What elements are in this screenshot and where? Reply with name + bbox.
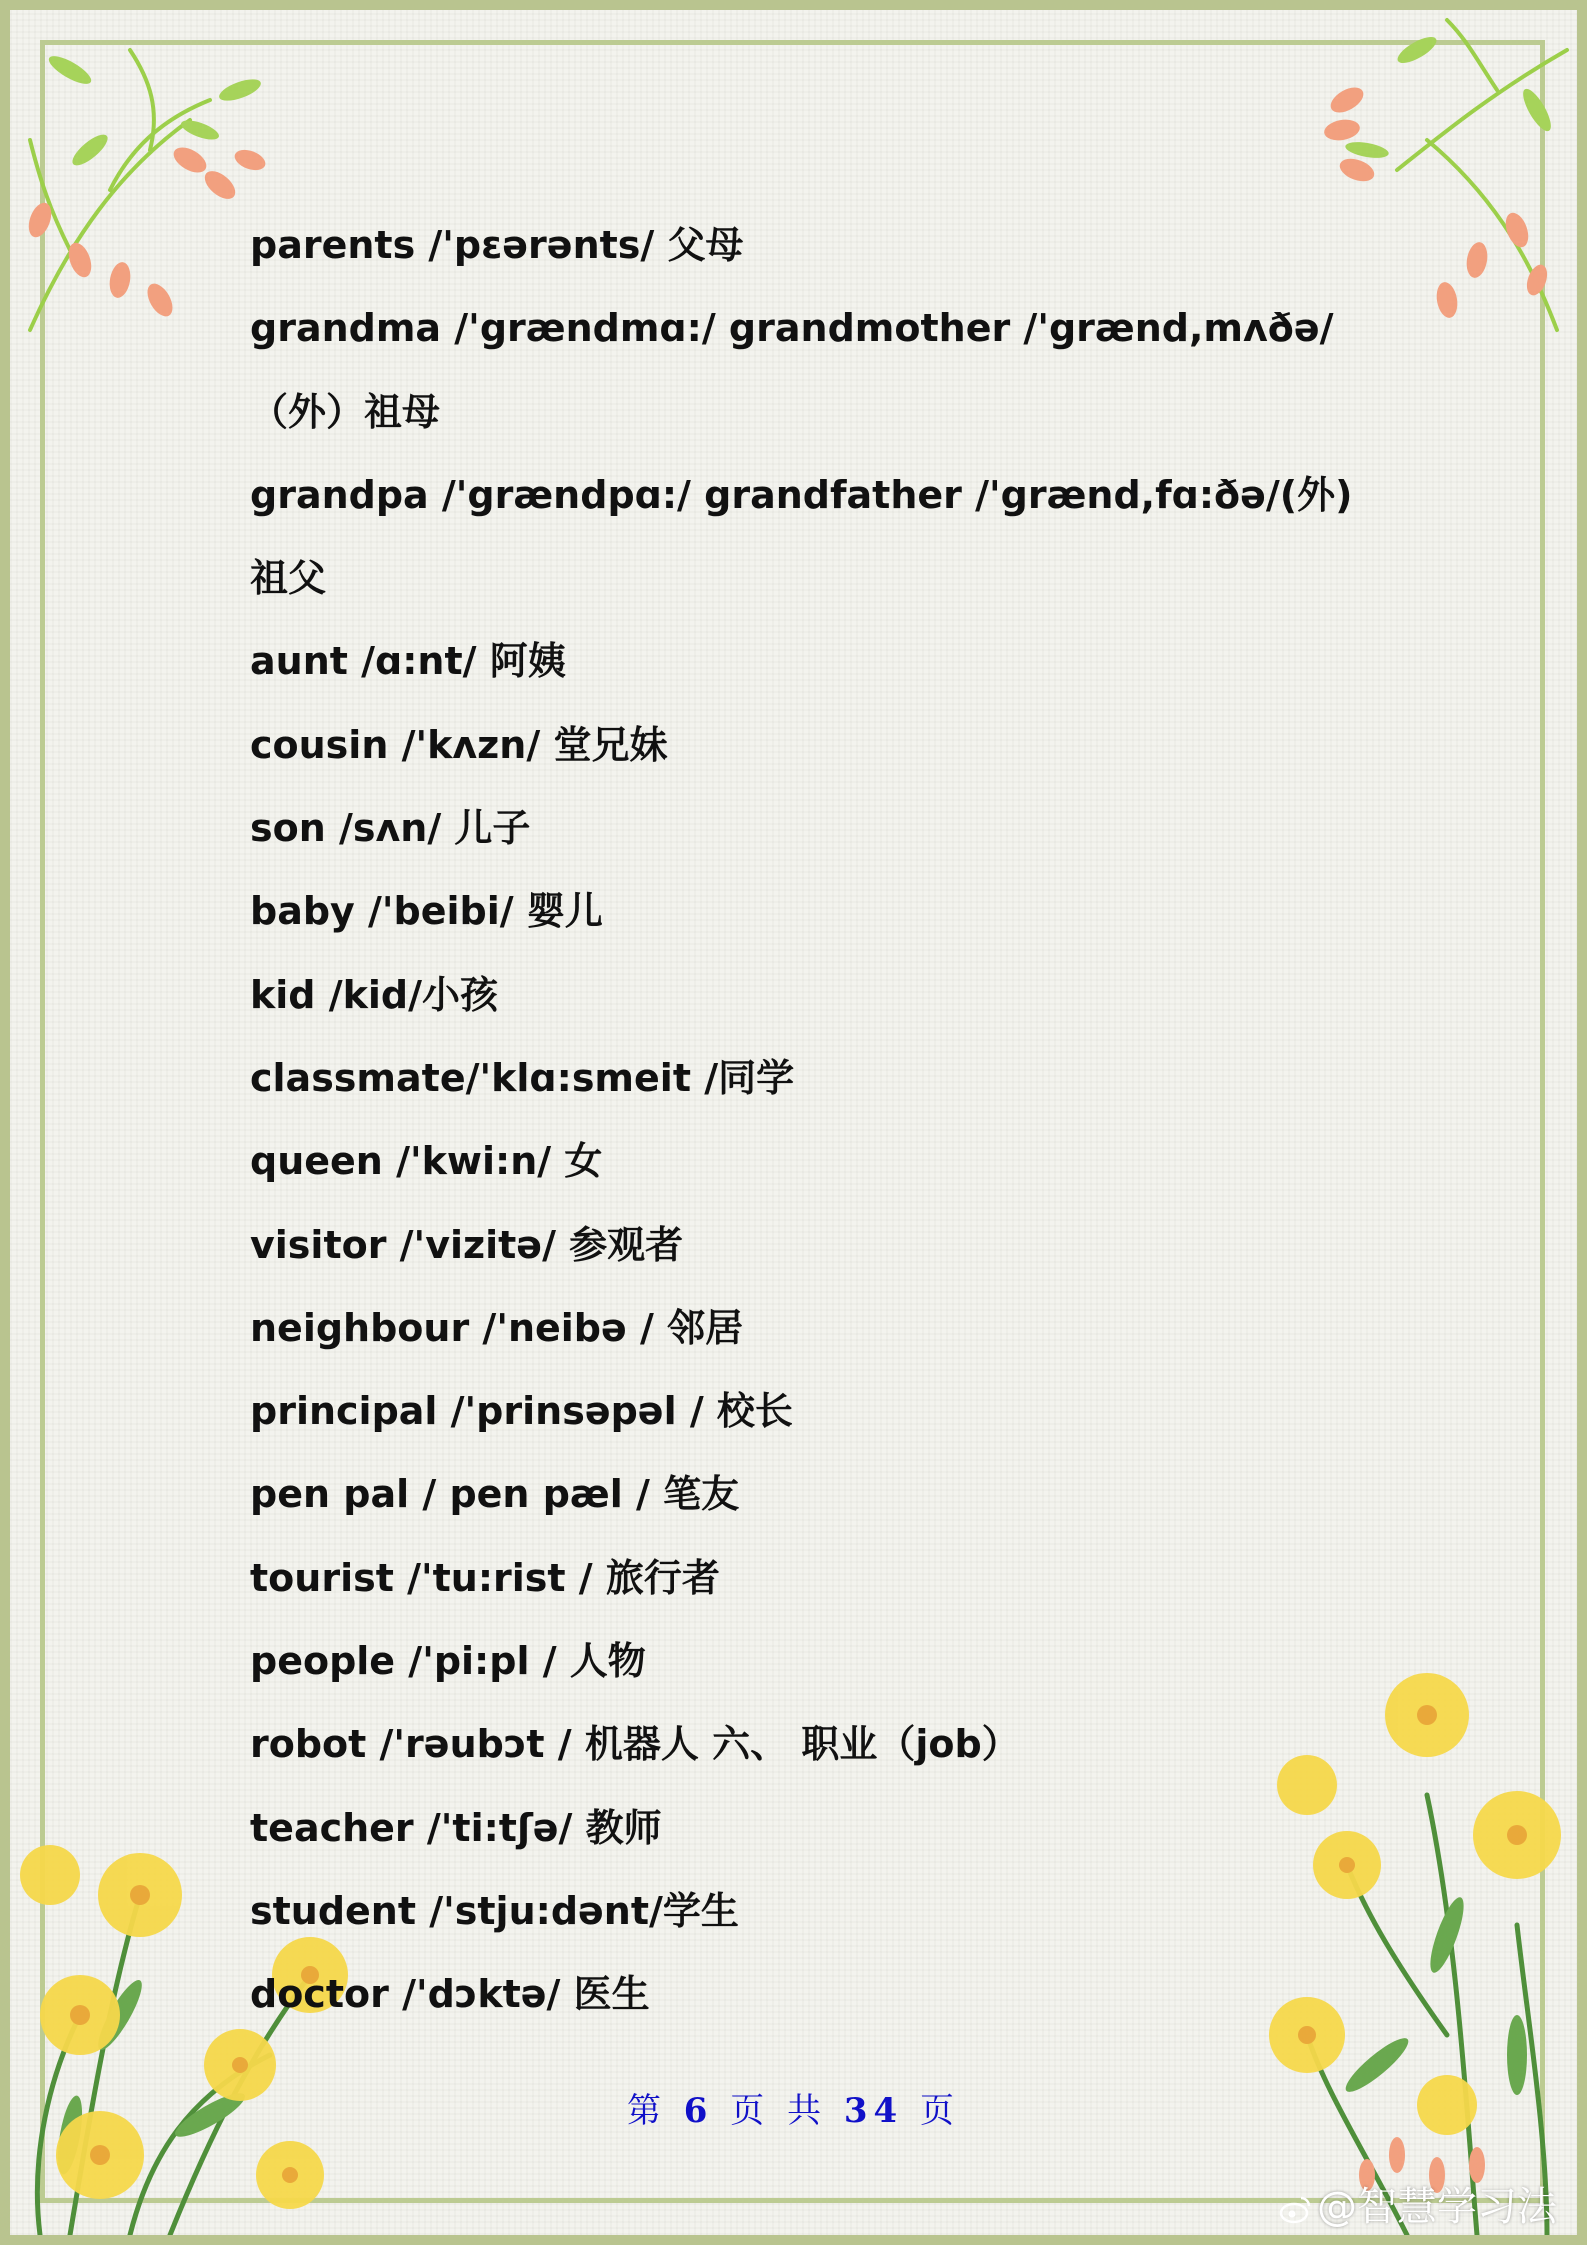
vocab-line: cousin /'kʌzn/ 堂兄妹 bbox=[250, 722, 668, 767]
vocab-line: doctor /'dɔktə/ 医生 bbox=[250, 1972, 650, 2017]
vocabulary-list bbox=[250, 215, 1370, 2048]
vocab-line: queen /'kwi:n/ 女 bbox=[250, 1139, 603, 1184]
vocab-line: baby /'beibi/ 婴儿 bbox=[250, 889, 603, 934]
total-page-number: 34 bbox=[843, 2091, 904, 2131]
vocab-line: robot /'rəubɔt / 机器人 六、 职业（job） bbox=[250, 1722, 1020, 1767]
vocab-line: neighbour /'neibə / 邻居 bbox=[250, 1305, 744, 1350]
page-number-footer bbox=[0, 2083, 1587, 2132]
watermark-text: @智慧学习法 bbox=[1317, 2184, 1557, 2230]
vocab-line: grandpa /'grændpɑ:/ grandfather /'grænd,fɑ:ðə/(外) bbox=[250, 472, 1353, 517]
vocab-line: parents /'pεərənts/ 父母 bbox=[250, 223, 744, 267]
vocab-line: 祖父 bbox=[250, 556, 327, 601]
vocab-line: kid /kid/小孩 bbox=[250, 972, 498, 1017]
vocab-line: pen pal / pen pæl / 笔友 bbox=[250, 1472, 740, 1517]
vocab-line: classmate/'klɑ:smeit /同学 bbox=[250, 1055, 795, 1100]
current-page-number: 6 bbox=[683, 2091, 714, 2131]
document-page bbox=[10, 10, 1577, 2235]
vocab-line: visitor /'vizitə/ 参观者 bbox=[250, 1222, 684, 1267]
vocab-line: teacher /'ti:tʃə/ 教师 bbox=[250, 1805, 662, 1850]
vocab-line: son /sʌn/ 儿子 bbox=[250, 806, 531, 851]
footer-middle: 页 共 bbox=[730, 2091, 828, 2131]
footer-prefix: 第 bbox=[626, 2091, 667, 2131]
watermark bbox=[1279, 2175, 1557, 2232]
footer-suffix: 页 bbox=[920, 2091, 961, 2131]
vocab-line: （外）祖母 bbox=[250, 389, 441, 434]
vocab-line: people /'pi:pl / 人物 bbox=[250, 1639, 646, 1684]
vocab-line: aunt /ɑ:nt/ 阿姨 bbox=[250, 639, 566, 684]
vocab-line: tourist /'tu:rist / 旅行者 bbox=[250, 1555, 720, 1600]
vocab-line: student /'stju:dənt/学生 bbox=[250, 1888, 739, 1933]
vocab-line: grandma /'grændmɑ:/ grandmother /'grænd,mʌðə/ bbox=[250, 306, 1334, 351]
vocab-line: principal /'prinsəpəl / 校长 bbox=[250, 1389, 793, 1434]
weibo-logo-icon bbox=[1279, 2192, 1313, 2226]
